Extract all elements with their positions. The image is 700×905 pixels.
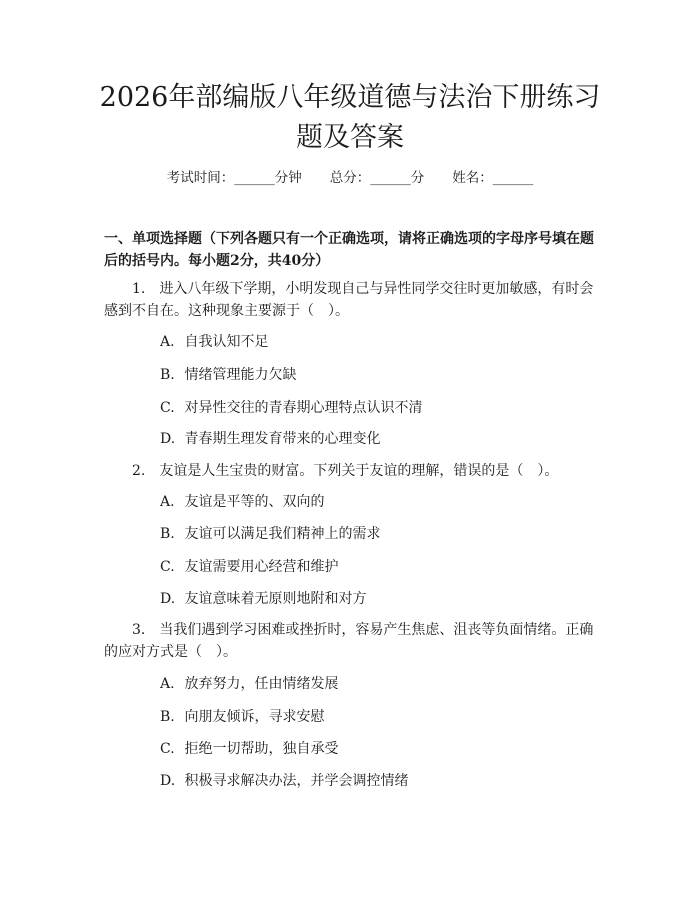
option-letter: D. [160,773,176,789]
option-text: 友谊需要用心经营和维护 [184,559,339,575]
option-letter: A. [160,334,175,350]
option-text: 拒绝一切帮助，独自承受 [184,741,339,757]
option-letter: B. [160,709,175,725]
option-text: 积极寻求解决办法，并学会调控情绪 [184,773,409,789]
question-3-option-c [160,738,600,760]
question-3-option-a [160,673,600,695]
option-letter: C. [160,559,175,575]
question-1-option-c [160,397,600,419]
option-text: 青春期生理发育带来的心理变化 [184,431,381,447]
option-letter: A. [160,494,175,510]
option-letter: A. [160,676,175,692]
question-2-option-b [160,523,600,545]
question-2-option-c [160,556,600,578]
option-letter: B. [160,526,175,542]
exam-time-field: 考试时间：______分钟 [166,170,302,186]
option-letter: D. [160,591,176,607]
total-score-field: 总分：______分 [329,170,425,186]
option-text: 情绪管理能力欠缺 [184,367,297,383]
question-1-option-d [160,428,600,450]
option-text: 对异性交往的青春期心理特点认识不清 [184,400,423,416]
option-text: 友谊可以满足我们精神上的需求 [184,526,381,542]
question-1: 1. 进入八年级下学期，小明发现自己与异性同学交往时更加敏感，有时会感到不自在。这种现象主要源于（ ）。 [104,281,594,319]
option-letter: C. [160,400,175,416]
section-heading: 一、单项选择题（下列各题只有一个正确选项，请将正确选项的字母序号填在题后的括号内。每小题2分，共40分） [104,231,594,269]
question-3-option-d [160,770,600,792]
document-title: 2026年部编版八年级道德与法治下册练习题及答案 [99,82,601,153]
option-text: 自我认知不足 [184,334,269,350]
option-text: 向朋友倾诉，寻求安慰 [184,709,325,725]
exam-info [0,168,700,188]
option-letter: D. [160,431,176,447]
question-2-option-d [160,588,600,610]
question-2-option-a [160,491,600,513]
question-3-option-b [160,706,600,728]
option-text: 友谊意味着无原则地附和对方 [184,591,367,607]
question-3: 3. 当我们遇到学习困难或挫折时，容易产生焦虑、沮丧等负面情绪。正确的应对方式是（ ）。 [104,622,594,660]
option-text: 友谊是平等的、双向的 [184,494,325,510]
question-1-option-a [160,331,600,353]
question-2: 2. 友谊是人生宝贵的财富。下列关于友谊的理解，错误的是（ ）。 [132,463,559,479]
option-letter: C. [160,741,175,757]
option-text: 放弃努力，任由情绪发展 [184,676,339,692]
question-1-option-b [160,364,600,386]
option-letter: B. [160,367,175,383]
student-name-field: 姓名：______ [452,170,534,186]
